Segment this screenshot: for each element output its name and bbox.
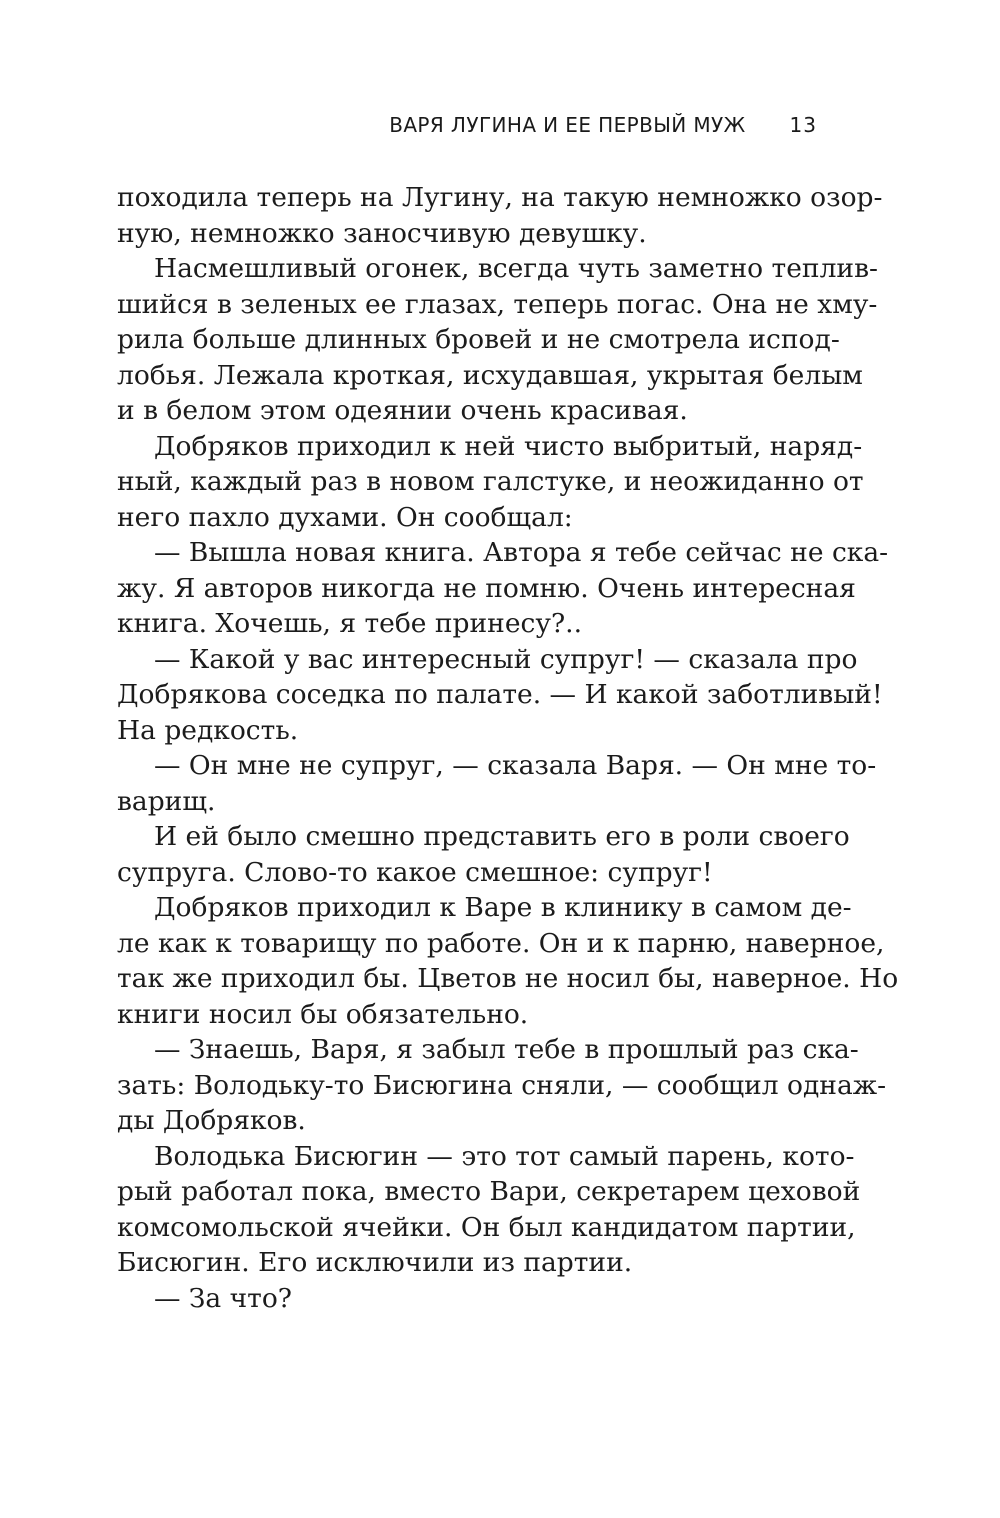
body-text [117, 180, 899, 1316]
text-line: шийся в зеленых ее глазах, теперь погас. Она не хму- [117, 288, 878, 320]
text-line: Добряков приходил к Варе в клинику в самом де- [154, 892, 852, 923]
text-line: ный, каждый раз в новом галстуке, и неожиданно от [117, 466, 864, 497]
text-line: ле как к товарищу по работе. Он и к парню, наверное, [117, 927, 885, 959]
text-line: ную, немножко заносчивую девушку. [117, 217, 647, 249]
text-line: Бисюгин. Его исключили из партии. [117, 1247, 633, 1278]
text-line: варищ. [117, 785, 216, 817]
text-line: книги носил бы обязательно. [117, 998, 529, 1030]
running-title: ВАРЯ ЛУГИНА И ЕЕ ПЕРВЫЙ МУЖ [389, 113, 746, 137]
text-line: — Знаешь, Варя, я забыл тебе в прошлый раз ска- [154, 1034, 859, 1065]
text-line: жу. Я авторов никогда не помню. Очень интересная [117, 572, 856, 604]
text-line: лобья. Лежала кроткая, исхудавшая, укрытая белым [117, 359, 863, 391]
text-line: — За что? [154, 1282, 292, 1314]
text-line: и в белом этом одеянии очень красивая. [117, 395, 688, 426]
text-line: походила теперь на Лугину, на такую немножко озор- [117, 182, 883, 213]
text-line: — Вышла новая книга. Автора я тебе сейчас не ска- [154, 537, 889, 568]
text-line: супруга. Слово-то какое смешное: супруг! [117, 856, 713, 888]
page-number: 13 [789, 113, 817, 137]
text-line: рый работал пока, вместо Вари, секретарем цеховой [117, 1176, 861, 1207]
running-head [117, 113, 817, 137]
text-line: И ей было смешно представить его в роли своего [154, 821, 850, 852]
text-line: Володька Бисюгин — это тот самый парень, кото- [154, 1140, 855, 1172]
text-line: ды Добряков. [117, 1105, 306, 1136]
text-line: зать: Володьку-то Бисюгина сняли, — сообщил однаж- [117, 1069, 887, 1101]
text-line: Добрякова соседка по палате. — И какой заботливый! [117, 679, 883, 710]
text-line: — Он мне не супруг, — сказала Варя. — Он мне то- [154, 750, 877, 781]
text-line: книга. Хочешь, я тебе принесу?.. [117, 608, 583, 639]
text-line: рила больше длинных бровей и не смотрела испод- [117, 324, 840, 355]
text-line: На редкость. [117, 714, 299, 746]
text-line: Насмешливый огонек, всегда чуть заметно теплив- [154, 253, 878, 284]
text-line: комсомольской ячейки. Он был кандидатом партии, [117, 1211, 856, 1243]
text-line: него пахло духами. Он сообщал: [117, 501, 573, 533]
text-line: — Какой у вас интересный супруг! — сказала про [154, 643, 858, 675]
text-line: Добряков приходил к ней чисто выбритый, наряд- [154, 430, 863, 462]
text-line: так же приходил бы. Цветов не носил бы, наверное. Но [117, 963, 899, 994]
